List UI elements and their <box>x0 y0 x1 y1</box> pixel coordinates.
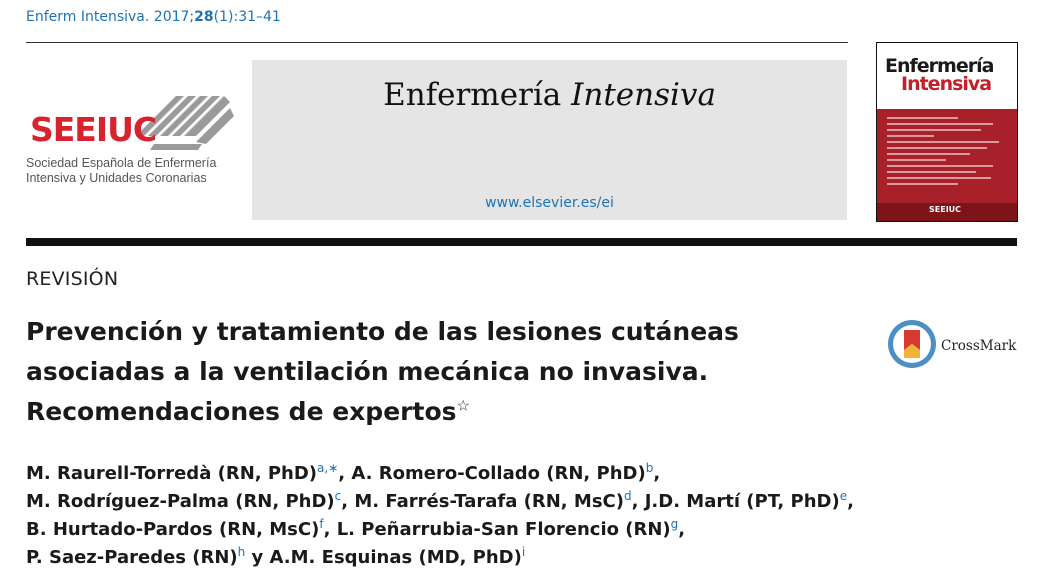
logo-acronym: SEEIUC <box>30 110 157 149</box>
author-affiliation-link[interactable]: b <box>645 461 654 475</box>
author-line-2 <box>26 488 1016 516</box>
seeiuc-logo <box>26 88 241 198</box>
author-name: A. Romero-Collado (RN, PhD) <box>351 463 646 484</box>
cover-body <box>877 109 1017 221</box>
article-title-line3-text: Recomendaciones de expertos <box>26 397 457 426</box>
crossmark-label: CrossMark <box>941 338 1017 354</box>
article-title <box>26 312 856 432</box>
author-list <box>26 460 1016 572</box>
author-separator: , <box>341 491 355 512</box>
title-footnote-star[interactable]: ☆ <box>456 396 470 415</box>
author-name: M. Raurell-Torredà (RN, PhD) <box>26 463 318 484</box>
author-separator: , <box>847 491 854 512</box>
author-name: B. Hurtado-Pardos (RN, MsC) <box>26 519 320 540</box>
journal-banner <box>252 60 847 220</box>
citation-journal: Enferm Intensiva. <box>26 9 150 25</box>
author-affiliation-link[interactable]: g <box>670 517 679 531</box>
journal-title <box>252 77 847 113</box>
author-affiliation-link[interactable]: c <box>334 489 342 503</box>
author-line-1 <box>26 460 1016 488</box>
author-name: A.M. Esquinas (MD, PhD) <box>269 547 522 568</box>
author-separator: , <box>323 519 337 540</box>
article-title-line2: asociadas a la ventilación mecánica no invasiva. <box>26 357 709 386</box>
author-name: J.D. Martí (PT, PhD) <box>644 491 840 512</box>
cover-text-lines <box>887 117 1005 189</box>
author-affiliation-link[interactable]: h <box>237 545 246 559</box>
author-name: P. Saez-Paredes (RN) <box>26 547 238 568</box>
author-affiliation-link[interactable]: i <box>521 545 526 559</box>
author-affiliation-link[interactable]: e <box>839 489 848 503</box>
journal-title-regular: Enfermería <box>383 77 562 113</box>
logo-society-line2: Intensiva y Unidades Coronarias <box>26 171 207 185</box>
author-line-4 <box>26 544 1016 572</box>
cover-title-line2: Intensiva <box>901 73 992 95</box>
author-separator: , <box>653 463 661 484</box>
author-affiliation-link[interactable]: f <box>319 517 324 531</box>
author-affiliation-link[interactable]: a,∗ <box>317 461 339 475</box>
crossmark-icon <box>886 318 938 370</box>
logo-society-name <box>26 156 216 186</box>
author-separator: , <box>338 463 352 484</box>
journal-cover-image[interactable] <box>876 42 1018 222</box>
author-name: M. Farrés-Tarafa (RN, MsC) <box>354 491 624 512</box>
header-rule <box>26 42 848 43</box>
author-affiliation-link[interactable]: d <box>623 489 632 503</box>
cover-header <box>877 43 1017 109</box>
article-section-label: REVISIÓN <box>26 268 119 290</box>
author-separator: , <box>631 491 645 512</box>
author-name: L. Peñarrubia-San Florencio (RN) <box>336 519 671 540</box>
journal-title-italic: Intensiva <box>571 77 716 113</box>
logo-society-line1: Sociedad Española de Enfermería <box>26 156 217 170</box>
author-separator: y <box>245 547 270 568</box>
article-title-line1: Prevención y tratamiento de las lesiones cutáneas <box>26 317 739 346</box>
author-line-3 <box>26 516 1016 544</box>
banner-bottom-rule <box>26 238 1017 246</box>
cover-footer-logo: SEEIUC <box>929 205 962 214</box>
cover-title-line1: Enfermería <box>885 55 994 77</box>
journal-url-link[interactable]: www.elsevier.es/ei <box>485 195 614 211</box>
crossmark-badge[interactable] <box>886 318 1026 374</box>
author-separator: , <box>678 519 686 540</box>
journal-citation[interactable] <box>26 9 281 25</box>
author-name: M. Rodríguez-Palma (RN, PhD) <box>26 491 335 512</box>
article-title-line3 <box>26 392 856 432</box>
citation-volume: 28 <box>194 9 214 25</box>
cover-footer <box>877 203 1017 221</box>
citation-year: 2017; <box>153 9 195 25</box>
citation-issue-pages: (1):31–41 <box>213 9 281 25</box>
